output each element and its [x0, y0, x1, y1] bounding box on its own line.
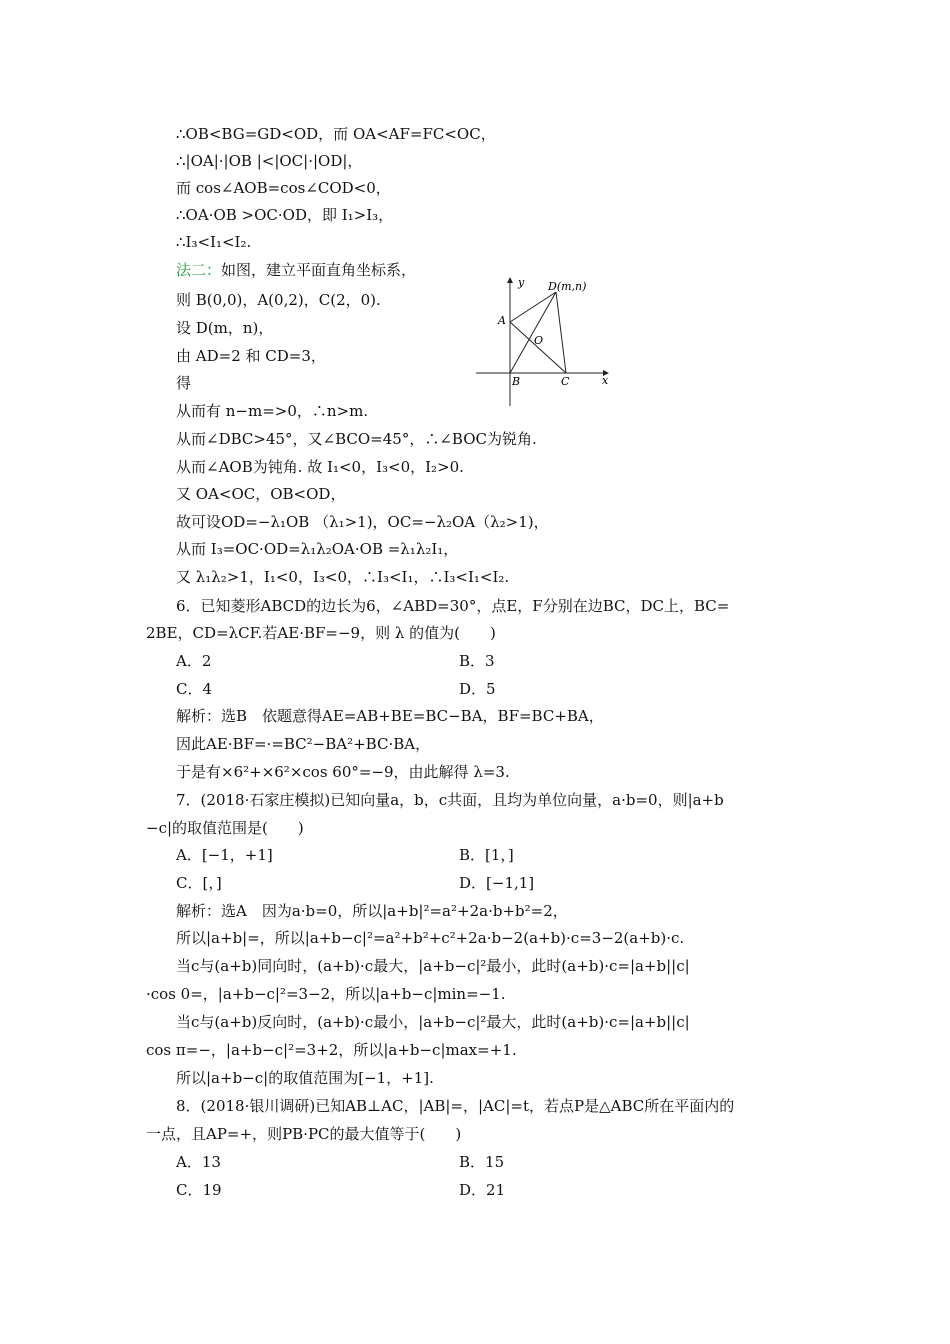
- text-line: 则 B(0,0)，A(0,2)，C(2，0).: [176, 291, 381, 309]
- q7-stem-line: −c|的取值范围是( ): [146, 819, 304, 837]
- text-line: 又 λ₁λ₂>1，I₁<0，I₃<0，∴I₃<I₁，∴I₃<I₁<I₂.: [176, 568, 510, 586]
- label-b: B: [512, 375, 521, 388]
- text-line: 得: [176, 374, 192, 392]
- text-line: 从而有 n−m=>0，∴n>m.: [176, 402, 369, 420]
- coordinate-figure: [468, 272, 618, 412]
- q7-solution-line: 当c与(a+b)反向时，(a+b)·c最小，|a+b−c|²最大，此时(a+b)·c=|a+b||c|: [176, 1013, 690, 1031]
- label-y: y: [518, 276, 525, 289]
- text-line: ∴OA·OB >OC·OD，即 I₁>I₃，: [176, 206, 394, 224]
- q8-stem-line: 8．(2018·银川调研)已知AB⊥AC，|AB|=，|AC|=t，若点P是△ABC所在平面内的: [176, 1097, 735, 1115]
- segment-dc: [556, 292, 566, 373]
- text-line: 故可设OD=−λ₁OB （λ₁>1)，OC=−λ₂OA（λ₂>1)，: [176, 513, 549, 531]
- q8-option-d: D．21: [459, 1181, 506, 1199]
- text-line: 从而∠DBC>45°，又∠BCO=45°，∴∠BOC为锐角.: [176, 430, 537, 448]
- method2-first-text: 如图，建立平面直角坐标系，: [221, 261, 417, 279]
- q7-solution-line: 所以|a+b|=，所以|a+b−c|²=a²+b²+c²+2a·b−2(a+b)·c=3−2(a+b)·c.: [176, 929, 685, 947]
- text-line: ∴OB<BG=GD<OD，而 OA<AF=FC<OC，: [176, 125, 496, 143]
- text-line: 从而∠AOB为钝角. 故 I₁<0，I₃<0，I₂>0.: [176, 458, 464, 476]
- q7-solution-line: ·cos 0=，|a+b−c|²=3−2，所以|a+b−c|min=−1.: [146, 985, 506, 1003]
- text-line: 又 OA<OC，OB<OD，: [176, 485, 346, 503]
- label-o: O: [534, 334, 544, 347]
- q7-option-d: D．[−1,1]: [459, 874, 535, 892]
- q7-option-a: A．[−1，+1]: [176, 846, 273, 864]
- segment-ad: [510, 292, 556, 322]
- text-line: 由 AD=2 和 CD=3，: [176, 347, 326, 365]
- text-line: 而 cos∠AOB=cos∠COD<0，: [176, 179, 391, 197]
- method2-heading: [176, 260, 416, 280]
- q6-solution-line: 解析：选B 依题意得AE=AB+BE=BC−BA，BF=BC+BA，: [176, 707, 604, 725]
- method2-label: 法二：: [176, 261, 222, 279]
- label-a: A: [498, 314, 506, 327]
- q6-stem-line: 6．已知菱形ABCD的边长为6，∠ABD=30°，点E，F分别在边BC，DC上，BC=: [176, 597, 730, 615]
- q6-solution-line: 因此AE·BF=·=BC²−BA²+BC·BA，: [176, 735, 431, 753]
- q7-stem-line: 7．(2018·石家庄模拟)已知向量a，b，c共面，且均为单位向量，a·b=0，则|a+b: [176, 791, 724, 809]
- text-line: ∴I₃<I₁<I₂.: [176, 233, 252, 251]
- segment-bd: [510, 292, 556, 373]
- q6-solution-line: 于是有×6²+×6²×cos 60°=−9，由此解得 λ=3.: [176, 763, 510, 781]
- q6-stem-line: 2BE，CD=λCF.若AE·BF=−9，则 λ 的值为( ): [146, 624, 496, 642]
- q6-option-c: C．4: [176, 680, 213, 698]
- text-line: 设 D(m，n)，: [176, 319, 274, 337]
- segment-ac: [510, 322, 566, 373]
- q7-solution-line: 解析：选A 因为a·b=0，所以|a+b|²=a²+2a·b+b²=2，: [176, 902, 568, 920]
- q7-option-c: C．[，]: [176, 874, 222, 892]
- q6-option-d: D．5: [459, 680, 496, 698]
- text-line: ∴|OA|·|OB |<|OC|·|OD|，: [176, 152, 363, 170]
- q8-option-a: A．13: [176, 1153, 221, 1171]
- label-c: C: [561, 375, 570, 388]
- q7-solution-line: cos π=−，|a+b−c|²=3+2，所以|a+b−c|max=+1.: [146, 1041, 517, 1059]
- q7-solution-line: 当c与(a+b)同向时，(a+b)·c最大，|a+b−c|²最小，此时(a+b)·c=|a+b||c|: [176, 957, 690, 975]
- label-x: x: [602, 374, 609, 387]
- q8-option-c: C．19: [176, 1181, 222, 1199]
- q6-option-b: B．3: [459, 652, 495, 670]
- q8-option-b: B．15: [459, 1153, 505, 1171]
- q8-stem-line: 一点，且AP=+，则PB·PC的最大值等于( ): [146, 1125, 462, 1143]
- q6-option-a: A．2: [176, 652, 212, 670]
- label-d: D(m,n): [548, 280, 587, 293]
- q7-option-b: B．[1，]: [459, 846, 514, 864]
- q7-solution-line: 所以|a+b−c|的取值范围为[−1，+1].: [176, 1069, 434, 1087]
- text-line: 从而 I₃=OC·OD=λ₁λ₂OA·OB =λ₁λ₂I₁，: [176, 540, 459, 558]
